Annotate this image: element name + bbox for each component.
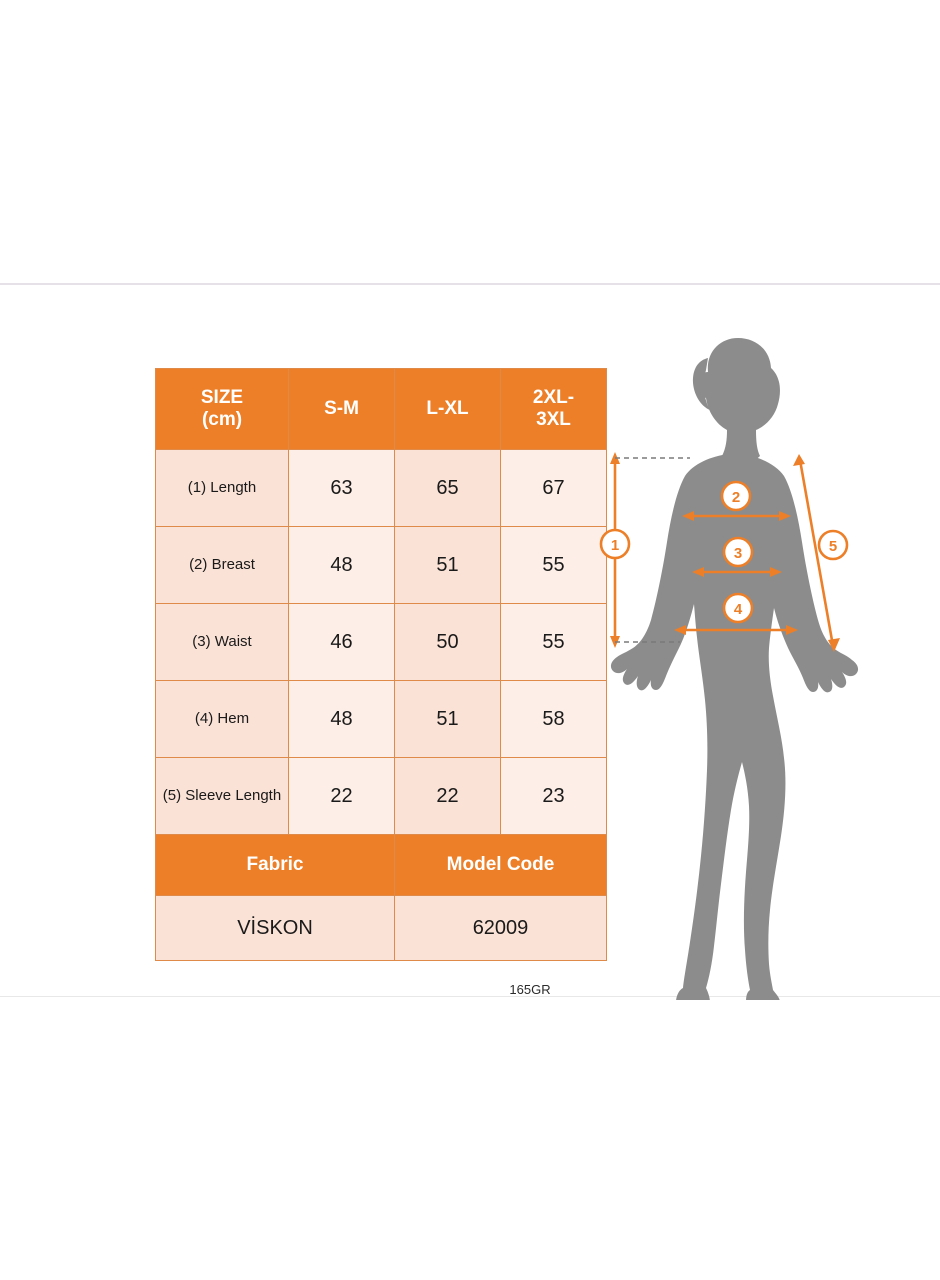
cell-length-sm: 63	[289, 450, 395, 527]
fabric-weight-note: 165GR	[509, 982, 551, 997]
size-table-head	[156, 369, 607, 450]
marker-2-label: 2	[731, 489, 741, 506]
sleeve-arrow-top	[793, 454, 805, 466]
cell-waist-2xl3xl: 55	[501, 604, 607, 681]
marker-1	[601, 530, 629, 558]
table-row	[156, 758, 607, 835]
cell-sleeve-sm: 22	[289, 758, 395, 835]
size-table-container	[155, 368, 575, 961]
row-label-sleeve-length: (5) Sleeve Length	[156, 758, 289, 835]
marker-4-label: 4	[733, 601, 743, 618]
row-label-waist: (3) Waist	[156, 604, 289, 681]
table-row	[156, 681, 607, 758]
header-col-lxl: L-XL	[395, 369, 501, 450]
top-divider	[0, 283, 940, 285]
size-table-foot	[156, 835, 607, 961]
marker-4	[724, 594, 752, 622]
cell-waist-sm: 46	[289, 604, 395, 681]
table-header-row	[156, 369, 607, 450]
footer-model-code-header: Model Code	[395, 835, 607, 896]
table-row	[156, 604, 607, 681]
header-col-2xl-line2: 3XL	[536, 409, 571, 430]
footer-value-row	[156, 896, 607, 961]
silhouette-icon	[611, 338, 858, 1000]
table-row	[156, 450, 607, 527]
header-size-line1: SIZE	[200, 387, 244, 409]
table-row	[156, 527, 607, 604]
footer-fabric-header: Fabric	[156, 835, 395, 896]
header-col-sm: S-M	[289, 369, 395, 450]
cell-length-2xl3xl: 67	[501, 450, 607, 527]
header-size-line2: (cm)	[201, 409, 243, 430]
size-table-body	[156, 450, 607, 835]
cell-sleeve-lxl: 22	[395, 758, 501, 835]
marker-1-label: 1	[610, 537, 620, 554]
cell-breast-lxl: 51	[395, 527, 501, 604]
marker-5	[819, 531, 847, 559]
header-size-label	[156, 369, 289, 450]
cell-hem-sm: 48	[289, 681, 395, 758]
cell-breast-2xl3xl: 55	[501, 527, 607, 604]
row-label-length: (1) Length	[156, 450, 289, 527]
footer-header-row	[156, 835, 607, 896]
cell-hem-lxl: 51	[395, 681, 501, 758]
cell-waist-lxl: 50	[395, 604, 501, 681]
cell-breast-sm: 48	[289, 527, 395, 604]
cell-sleeve-2xl3xl: 23	[501, 758, 607, 835]
marker-3	[724, 538, 752, 566]
marker-5-label: 5	[828, 538, 838, 555]
footer-model-code-value: 62009	[395, 896, 607, 961]
cell-length-lxl: 65	[395, 450, 501, 527]
female-silhouette-diagram	[580, 330, 910, 1000]
row-label-breast: (2) Breast	[156, 527, 289, 604]
marker-2	[722, 482, 750, 510]
row-label-hem: (4) Hem	[156, 681, 289, 758]
measurement-figure-panel	[580, 330, 910, 1000]
size-table	[155, 368, 607, 961]
header-col-2xl-line1: 2XL-	[532, 387, 575, 409]
cell-hem-2xl3xl: 58	[501, 681, 607, 758]
footer-fabric-value: VİSKON	[156, 896, 395, 961]
marker-3-label: 3	[733, 545, 743, 562]
